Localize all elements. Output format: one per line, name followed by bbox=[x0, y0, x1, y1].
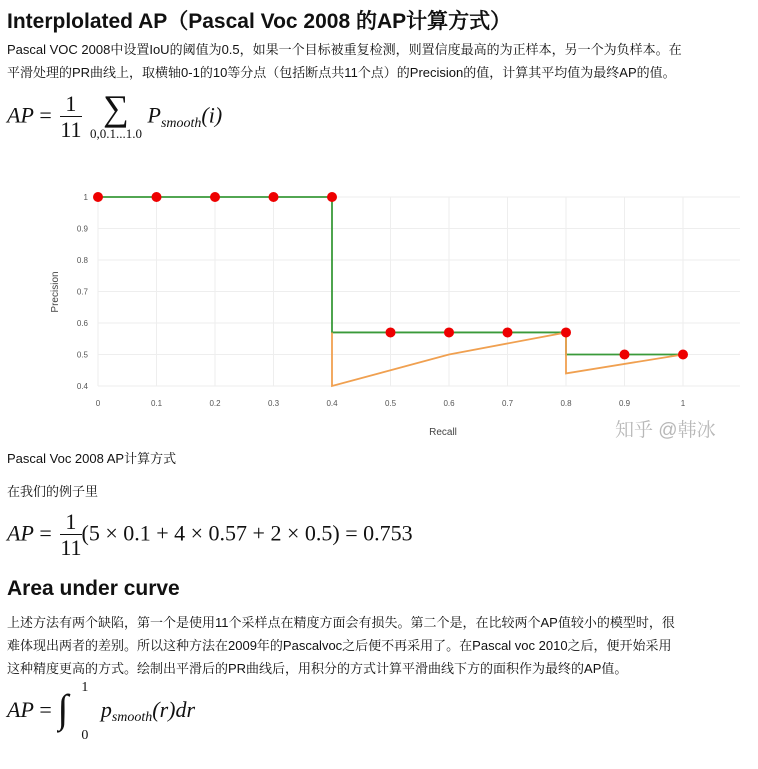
paragraph-line: Pascal VOC 2008中设置IoU的阈值为0.5，如果一个目标被重复检测，则置信度最高的为正样本，另一个为负样本。在 bbox=[7, 42, 682, 57]
formula-term: p bbox=[100, 697, 112, 723]
sum-operator bbox=[90, 90, 142, 142]
numerator: 1 bbox=[60, 510, 81, 535]
example-label: 在我们的例子里 bbox=[7, 484, 99, 499]
sum-symbol: ∑ bbox=[103, 88, 129, 128]
data-point bbox=[678, 350, 688, 360]
data-point bbox=[152, 192, 162, 202]
formula-example-ap bbox=[7, 510, 413, 561]
x-tick-label: 0.9 bbox=[618, 399, 631, 408]
section-title-area-under-curve: Area under curve bbox=[7, 577, 180, 600]
y-tick-label: 0.8 bbox=[76, 256, 88, 265]
integral-symbol: ∫ bbox=[57, 686, 69, 731]
integral-lower: 0 bbox=[81, 728, 89, 743]
data-point bbox=[210, 192, 220, 202]
paragraph-line: 上述方法有两个缺陷，第一个是使用11个采样点在精度方面会有损失。第二个是，在比较两个AP值较小的模型时，很 bbox=[7, 615, 675, 630]
y-tick-label: 0.5 bbox=[76, 350, 88, 360]
data-point bbox=[503, 327, 513, 337]
x-tick-label: 0 bbox=[95, 399, 101, 408]
paragraph-line: 平滑处理的PR曲线上，取横轴0-1的10等分点（包括断点共11个点）的Precision的值，计算其平均值为最终AP的值。 bbox=[7, 65, 676, 80]
y-tick-label: 0.7 bbox=[76, 287, 88, 297]
x-tick-label: 0.3 bbox=[267, 399, 280, 408]
auc-paragraph bbox=[7, 611, 675, 680]
x-tick-label: 0.8 bbox=[560, 399, 572, 408]
formula-fraction bbox=[60, 92, 81, 143]
y-tick-label: 1 bbox=[83, 193, 88, 202]
integral-upper: 1 bbox=[81, 680, 89, 695]
y-tick-label: 0.4 bbox=[76, 382, 88, 391]
data-point bbox=[386, 327, 396, 337]
data-point bbox=[444, 327, 454, 337]
data-point bbox=[327, 192, 337, 202]
x-tick-label: 0.6 bbox=[443, 399, 455, 408]
formula-eq: = bbox=[39, 102, 52, 128]
x-tick-label: 0.2 bbox=[209, 399, 221, 408]
x-axis-label: Recall bbox=[429, 427, 457, 438]
x-tick-label: 0.5 bbox=[384, 399, 397, 408]
formula-eq: = bbox=[39, 520, 52, 546]
sum-subscript: 0,0.1...1.0 bbox=[90, 126, 142, 141]
formula-lhs: AP bbox=[7, 102, 34, 128]
y-axis-label: Precision bbox=[50, 271, 61, 313]
data-point bbox=[269, 192, 279, 202]
formula-lhs: AP bbox=[7, 697, 34, 723]
x-tick-label: 0.1 bbox=[150, 399, 163, 408]
pr-curve-chart bbox=[40, 170, 740, 440]
formula-lhs: AP bbox=[7, 520, 34, 546]
formula-term: P bbox=[147, 102, 161, 128]
x-tick-label: 0.4 bbox=[326, 399, 338, 408]
paragraph-line: 这种精度更高的方式。绘制出平滑后的PR曲线后，用积分的方式计算平滑曲线下方的面积作为最终的AP值。 bbox=[7, 661, 628, 676]
y-tick-label: 0.6 bbox=[76, 319, 88, 328]
y-tick-label: 0.9 bbox=[76, 224, 88, 234]
intro-paragraph bbox=[7, 38, 682, 84]
x-tick-label: 0.7 bbox=[501, 399, 514, 408]
x-tick-label: 1 bbox=[680, 399, 686, 408]
formula-auc bbox=[7, 680, 196, 743]
denominator: 11 bbox=[60, 117, 82, 142]
formula-term-subscript: smooth bbox=[111, 710, 153, 726]
formula-11-point-ap bbox=[7, 88, 223, 144]
formula-arg: (r)dr bbox=[152, 697, 196, 723]
data-point bbox=[561, 327, 571, 337]
numerator: 1 bbox=[60, 92, 81, 117]
formula-arg: (i) bbox=[201, 102, 223, 128]
formula-fraction bbox=[60, 510, 81, 561]
chart-caption: Pascal Voc 2008 AP计算方式 bbox=[7, 451, 177, 466]
denominator: 11 bbox=[60, 535, 82, 560]
data-point bbox=[93, 192, 103, 202]
formula-eq: = bbox=[39, 697, 52, 723]
watermark: 知乎 @韩冰 bbox=[615, 420, 716, 440]
formula-term-subscript: smooth bbox=[160, 115, 202, 131]
data-point bbox=[620, 350, 630, 360]
paragraph-line: 难体现出两者的差别。所以这种方法在2009年的Pascalvoc之后便不再采用了。在Pascal voc 2010之后，便开始采用 bbox=[7, 638, 672, 653]
section-title-interpolated-ap: Interplolated AP（Pascal Voc 2008 的AP计算方式） bbox=[7, 10, 512, 33]
formula-body: (5 × 0.1 + 4 × 0.57 + 2 × 0.5) = 0.753 bbox=[81, 520, 413, 546]
integral-operator bbox=[57, 680, 95, 743]
